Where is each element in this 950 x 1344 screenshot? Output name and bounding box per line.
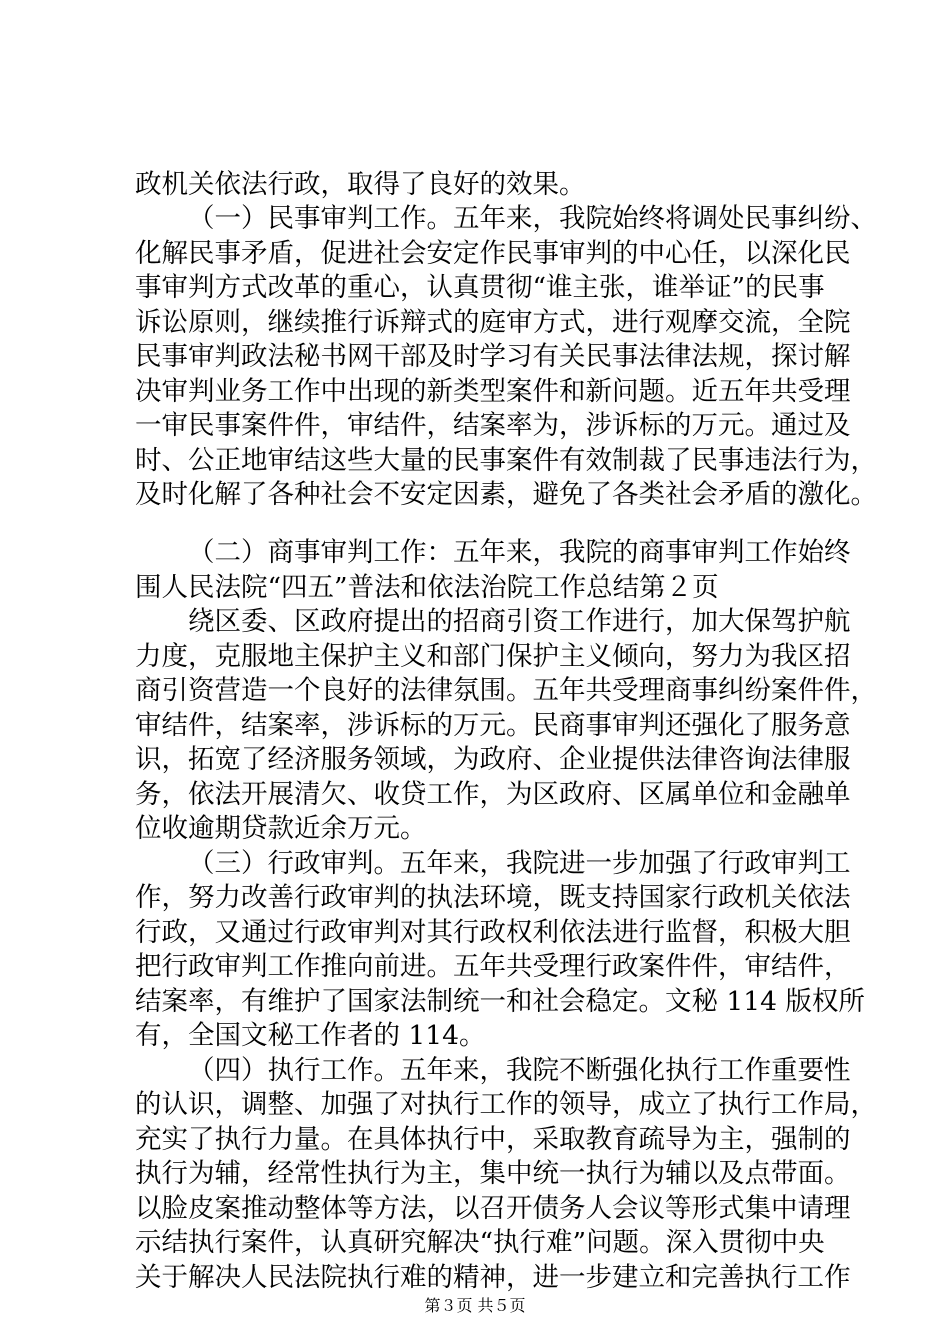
- text-line: 决审判业务工作中出现的新类型案件和新问题。近五年共受理: [135, 376, 851, 407]
- text-line: 事审判方式改革的重心，认真贯彻“谁主张，谁举证”的民事: [135, 272, 825, 303]
- text-line: 的认识，调整、加强了对执行工作的领导，成立了执行工作局，: [135, 1089, 877, 1120]
- text-line: 以脸皮案推动整体等方法，以召开债务人会议等形式集中请理: [135, 1193, 851, 1224]
- text-line: 诉讼原则，继续推行诉辩式的庭审方式，进行观摩交流，全院: [135, 307, 851, 338]
- text-line: 把行政审判工作推向前进。五年共受理行政案件件，审结件，: [135, 951, 851, 982]
- text-line: 审结件，结案率，涉诉标的万元。民商事审判还强化了服务意: [135, 710, 851, 741]
- text-line: （二）商事审判工作：五年来，我院的商事审判工作始终: [188, 537, 851, 568]
- text-line: 及时化解了各种社会不安定因素，避免了各类社会矛盾的激化。: [135, 479, 877, 510]
- text-line: 绕区委、区政府提出的招商引资工作进行，加大保驾护航: [188, 606, 851, 637]
- page-footer: 第３页 共５页: [424, 1296, 526, 1315]
- text-line: 执行为辅，经常性执行为主，集中统一执行为辅以及点带面。: [135, 1158, 851, 1189]
- text-line: 民事审判政法秘书网干部及时学习有关民事法律法规，探讨解: [135, 341, 851, 372]
- text-line: 位收逾期贷款近余万元。: [135, 813, 427, 844]
- text-line: 示结执行案件，认真研究解决“执行难”问题。深入贯彻中央: [135, 1227, 825, 1258]
- text-line: 结案率，有维护了国家法制统一和社会稳定。文秘 114 版权所: [135, 986, 865, 1017]
- text-line: 充实了执行力量。在具体执行中，采取教育疏导为主，强制的: [135, 1124, 851, 1155]
- text-line: （一）民事审判工作。五年来，我院始终将调处民事纠纷、: [188, 203, 877, 234]
- text-line: 有，全国文秘工作者的 114。: [135, 1020, 486, 1051]
- text-line: 围人民法院“四五”普法和依法治院工作总结第２页: [135, 572, 719, 603]
- text-line: 务，依法开展清欠、收贷工作，为区政府、区属单位和金融单: [135, 779, 851, 810]
- text-line: 政机关依法行政，取得了良好的效果。: [135, 169, 586, 200]
- text-line: 时、公正地审结这些大量的民事案件有效制裁了民事违法行为，: [135, 445, 877, 476]
- text-line: （三）行政审判。五年来，我院进一步加强了行政审判工: [188, 848, 851, 879]
- text-line: 化解民事矛盾，促进社会安定作民事审判的中心任，以深化民: [135, 238, 851, 269]
- text-line: 商引资营造一个良好的法律氛围。五年共受理商事纠纷案件件，: [135, 675, 877, 706]
- text-line: 识，拓宽了经济服务领域，为政府、企业提供法律咨询法律服: [135, 744, 851, 775]
- text-line: 一审民事案件件，审结件，结案率为，涉诉标的万元。通过及: [135, 410, 851, 441]
- text-line: 作，努力改善行政审判的执法环境，既支持国家行政机关依法: [135, 882, 851, 913]
- text-line: （四）执行工作。五年来，我院不断强化执行工作重要性: [188, 1055, 851, 1086]
- text-line: 关于解决人民法院执行难的精神，进一步建立和完善执行工作: [135, 1262, 851, 1293]
- text-line: 力度，克服地主保护主义和部门保护主义倾向，努力为我区招: [135, 641, 851, 672]
- text-line: 行政，又通过行政审判对其行政权利依法进行监督，积极大胆: [135, 917, 851, 948]
